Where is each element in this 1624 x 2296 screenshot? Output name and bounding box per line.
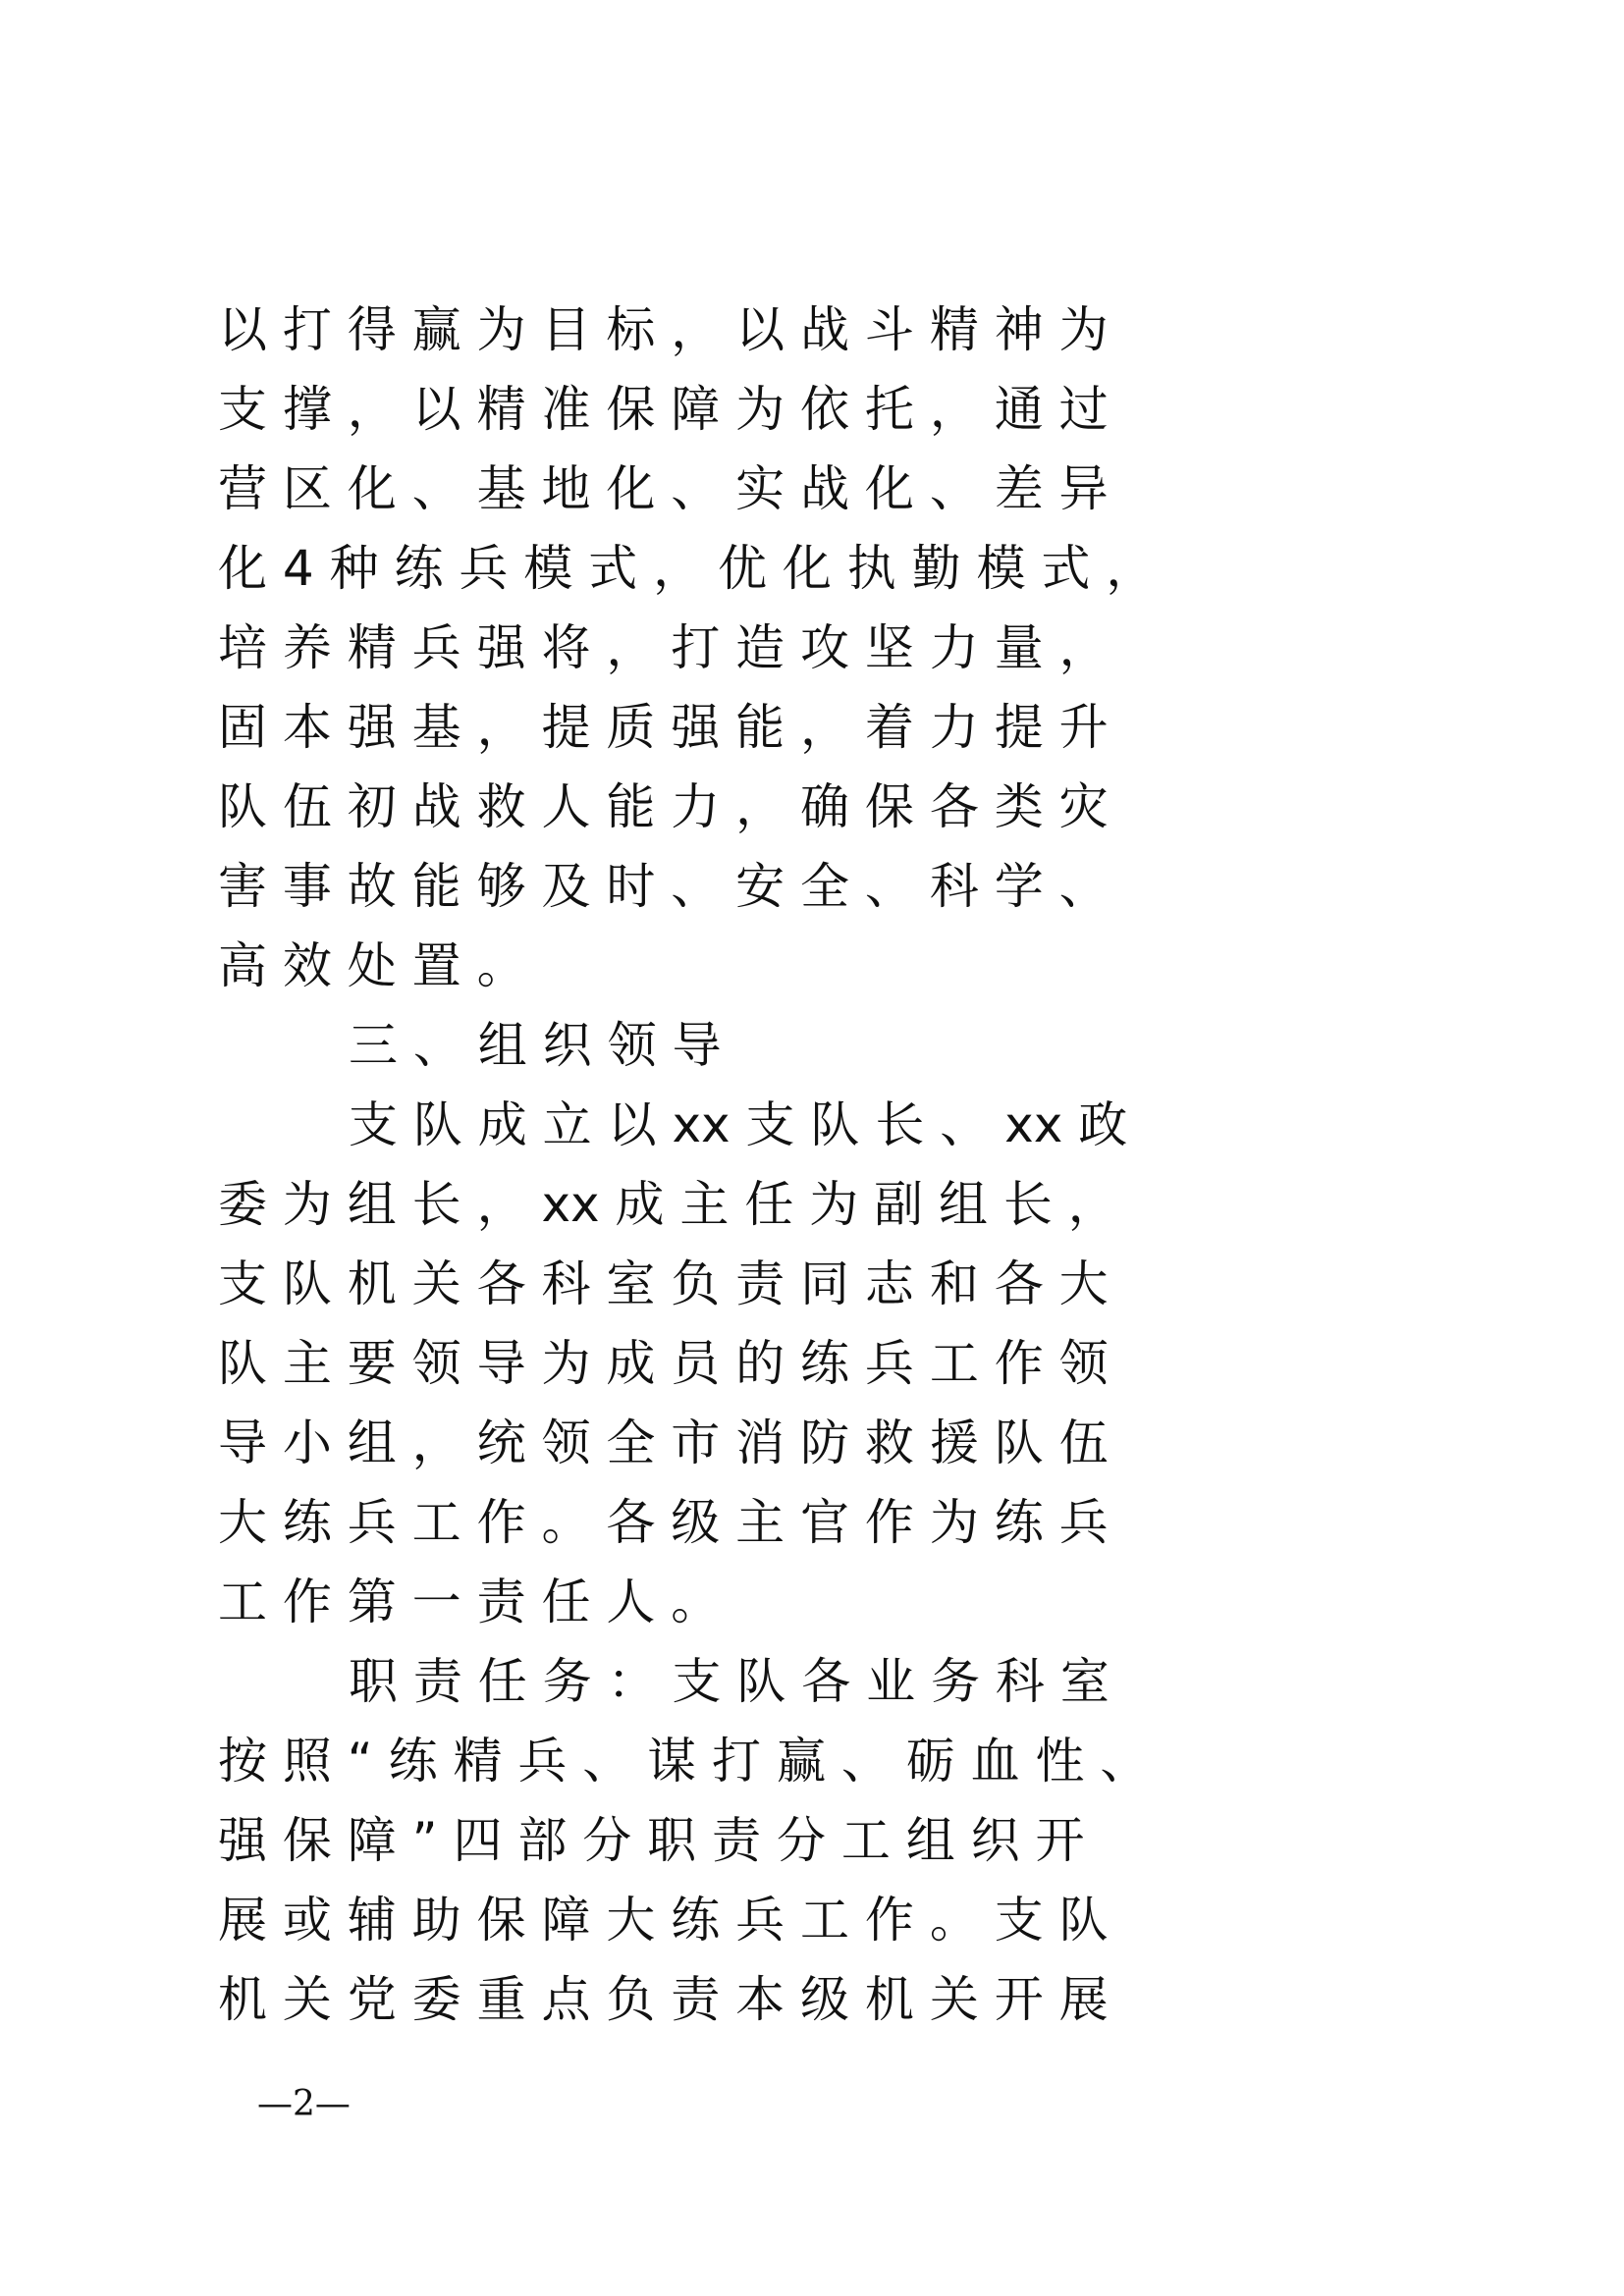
text-line: 支 队 机 关 各 科 室 负 责 同 志 和 各 大 <box>218 1255 1109 1312</box>
text-line: 机 关 党 委 重 点 负 责 本 级 机 关 开 展 <box>218 1971 1109 2028</box>
text-line: 强 保 障 ” 四 部 分 职 责 分 工 组 织 开 <box>218 1812 1085 1869</box>
text-line: 培 养 精 兵 强 将 ， 打 造 攻 坚 力 量 ， <box>218 619 1109 676</box>
text-line: 支 队 成 立 以 xx 支 队 长 、 xx 政 <box>349 1096 1128 1153</box>
text-line: 展 或 辅 助 保 障 大 练 兵 工 作 。 支 队 <box>218 1892 1109 1949</box>
page-number: —2— <box>257 2084 351 2124</box>
text-line: 支 撑 ， 以 精 准 保 障 为 依 托 ， 通 过 <box>218 381 1109 438</box>
text-line: 队 主 要 领 导 为 成 员 的 练 兵 工 作 领 <box>218 1335 1109 1392</box>
text-line: 工 作 第 一 责 任 人 。 <box>218 1574 721 1630</box>
text-line: 队 伍 初 战 救 人 能 力 ， 确 保 各 类 灾 <box>218 778 1109 835</box>
text-line: 高 效 处 置 。 <box>218 937 526 994</box>
text-line: 按 照 “ 练 精 兵 、 谋 打 赢 、 砺 血 性 、 <box>218 1733 1150 1789</box>
text-line: 导 小 组 ， 统 领 全 市 消 防 救 援 队 伍 <box>218 1415 1109 1471</box>
text-line: 害 事 故 能 够 及 时 、 安 全 、 科 学 、 <box>218 858 1109 915</box>
text-line: 委 为 组 长 ， xx 成 主 任 为 副 组 长 ， <box>218 1176 1117 1233</box>
text-line: 以 打 得 赢 为 目 标 ， 以 战 斗 精 神 为 <box>218 301 1109 358</box>
text-line: 大 练 兵 工 作 。 各 级 主 官 作 为 练 兵 <box>218 1494 1109 1551</box>
text-line: 营 区 化 、 基 地 化 、 实 战 化 、 差 异 <box>218 460 1109 517</box>
text-line: 化 4 种 练 兵 模 式 ， 优 化 执 勤 模 式 ， <box>218 540 1156 597</box>
section-heading: 三 、 组 织 领 导 <box>349 1017 722 1074</box>
text-line: 固 本 强 基 ， 提 质 强 能 ， 着 力 提 升 <box>218 699 1109 756</box>
text-line: 职 责 任 务 ： 支 队 各 业 务 科 室 <box>349 1653 1110 1710</box>
